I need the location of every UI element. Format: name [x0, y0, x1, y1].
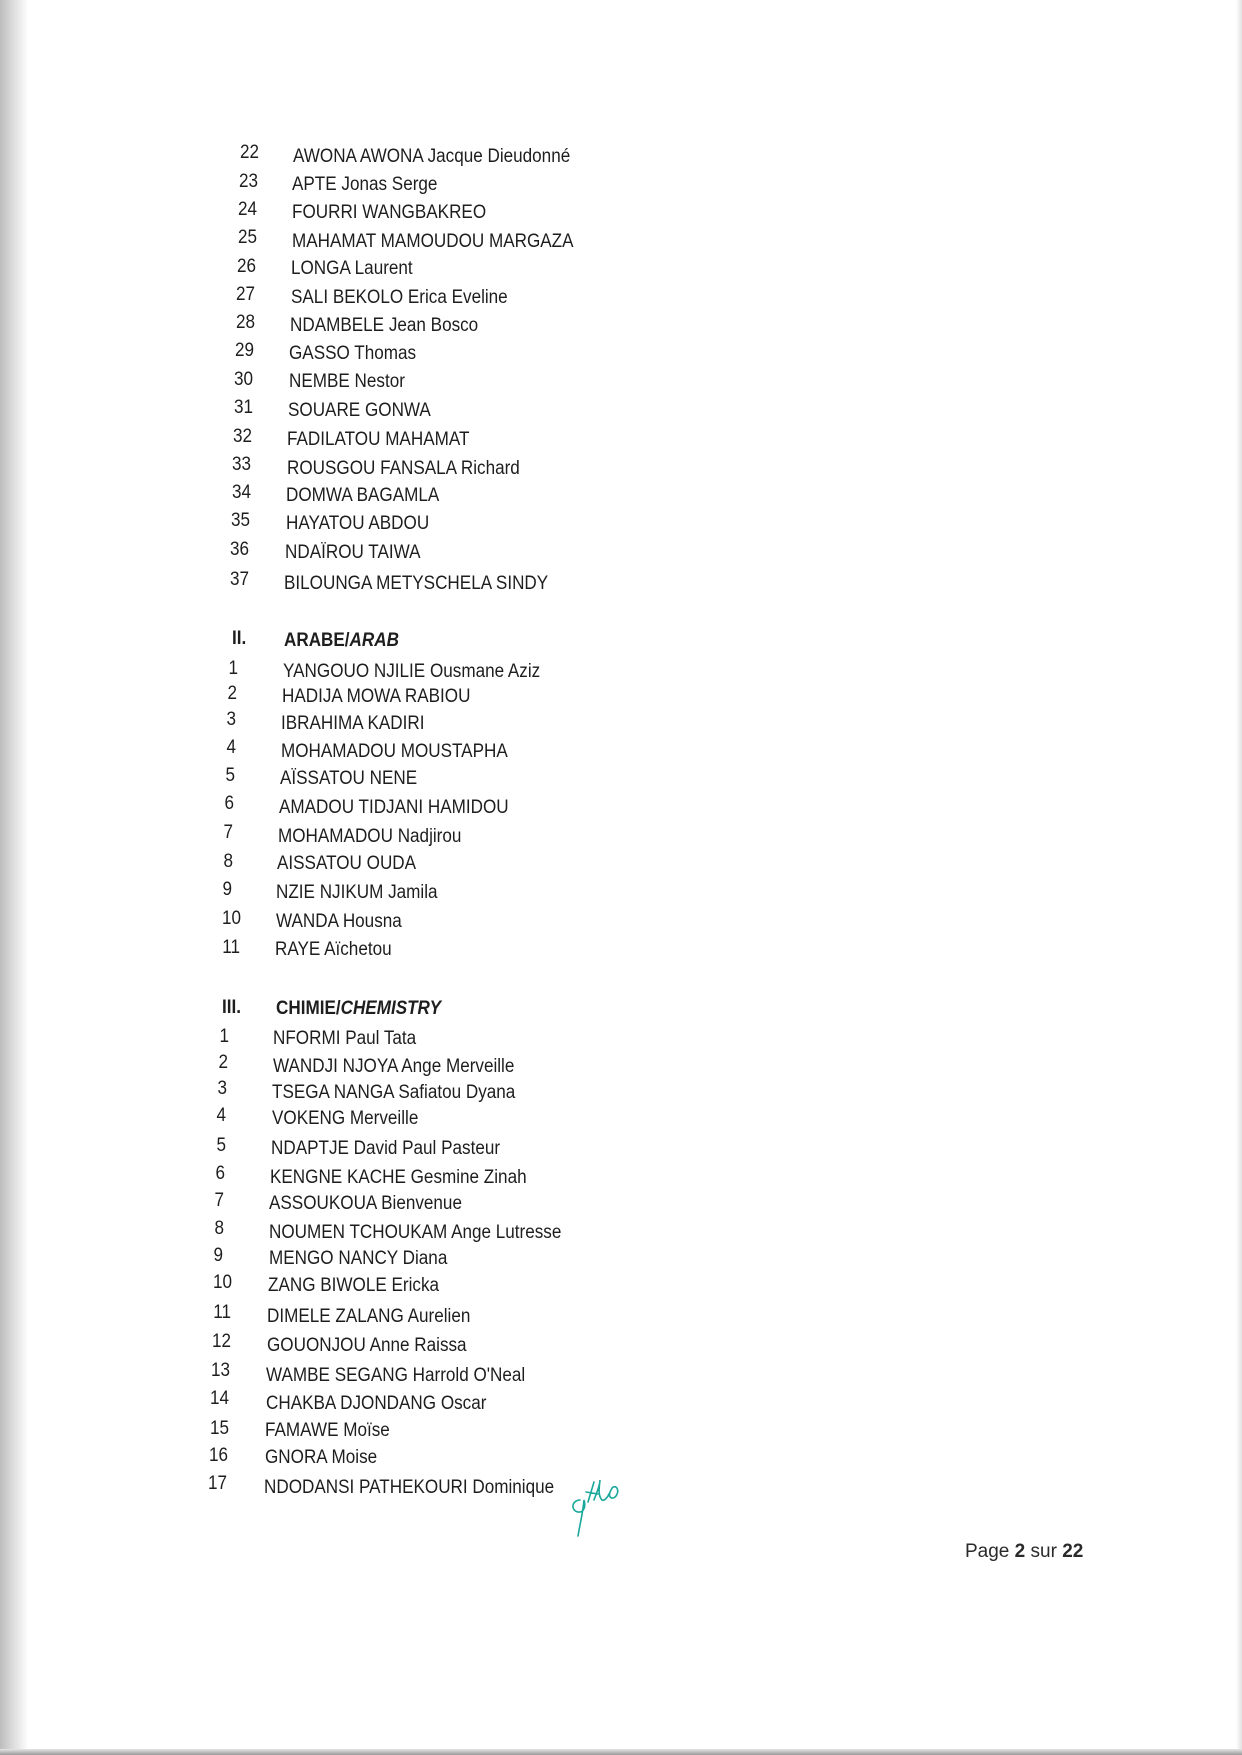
student-name: ZANG BIWOLE Ericka	[268, 1275, 440, 1296]
row-number: 16	[208, 1445, 228, 1466]
section-numeral: III.	[222, 997, 242, 1018]
row-number: 29	[234, 340, 254, 361]
section-title-en: ARAB	[349, 630, 399, 651]
row-number: 5	[216, 1135, 226, 1156]
student-name: GNORA Moise	[265, 1447, 378, 1468]
page-total: 22	[1062, 1541, 1084, 1562]
student-name: WANDA Housna	[276, 911, 402, 932]
row-number: 32	[232, 426, 252, 447]
student-name: HADIJA MOWA RABIOU	[282, 686, 471, 707]
section-title-en: CHEMISTRY	[340, 998, 442, 1019]
student-name: DIMELE ZALANG Aurelien	[267, 1306, 471, 1327]
student-name: AMADOU TIDJANI HAMIDOU	[279, 797, 509, 818]
student-name: MOHAMADOU MOUSTAPHA	[281, 741, 508, 762]
student-name: FADILATOU MAHAMAT	[287, 429, 470, 450]
student-name: APTE Jonas Serge	[292, 174, 438, 195]
row-number: 37	[229, 569, 249, 590]
student-name: WAMBE SEGANG Harrold O'Neal	[266, 1365, 526, 1386]
student-name: TSEGA NANGA Safiatou Dyana	[272, 1082, 516, 1103]
row-number: 24	[237, 199, 257, 220]
student-name: ROUSGOU FANSALA Richard	[287, 458, 520, 479]
student-name: NDAMBELE Jean Bosco	[290, 315, 479, 336]
student-name: BILOUNGA METYSCHELA SINDY	[284, 573, 549, 594]
row-number: 25	[237, 227, 257, 248]
row-number: 3	[217, 1078, 227, 1099]
section-title	[284, 630, 399, 652]
row-number: 13	[210, 1360, 230, 1381]
scan-shadow-bottom	[0, 1749, 1242, 1755]
row-number: 1	[228, 658, 238, 679]
student-name: VOKENG Merveille	[272, 1108, 419, 1129]
row-number: 3	[226, 709, 236, 730]
student-name: SALI BEKOLO Erica Eveline	[291, 287, 508, 308]
row-number: 30	[233, 369, 253, 390]
row-number: 34	[231, 482, 251, 503]
student-name: NEMBE Nestor	[289, 371, 405, 392]
row-number: 35	[230, 510, 250, 531]
row-number: 10	[212, 1272, 232, 1293]
row-number: 6	[215, 1163, 225, 1184]
student-name: NDAPTJE David Paul Pasteur	[271, 1138, 501, 1159]
row-number: 9	[222, 879, 232, 900]
row-number: 11	[213, 1302, 231, 1323]
page-separator: sur	[1025, 1541, 1063, 1562]
row-number: 4	[226, 737, 236, 758]
row-number: 7	[223, 822, 233, 843]
row-number: 23	[238, 171, 258, 192]
row-number: 7	[214, 1190, 224, 1211]
student-name: GOUONJOU Anne Raissa	[267, 1335, 467, 1356]
row-number: 33	[231, 454, 251, 475]
row-number: 26	[236, 256, 256, 277]
student-name: LONGA Laurent	[291, 258, 413, 279]
page-number-footer	[965, 1541, 1083, 1563]
student-name: CHAKBA DJONDANG Oscar	[266, 1393, 487, 1414]
page-current: 2	[1014, 1541, 1026, 1562]
row-number: 17	[207, 1473, 227, 1494]
student-name: MAHAMAT MAMOUDOU MARGAZA	[292, 231, 574, 252]
row-number: 31	[233, 397, 253, 418]
row-number: 2	[227, 683, 237, 704]
row-number: 6	[224, 793, 234, 814]
student-name: NFORMI Paul Tata	[273, 1028, 417, 1049]
student-name: HAYATOU ABDOU	[286, 513, 430, 534]
student-name: ASSOUKOUA Bienvenue	[269, 1193, 462, 1214]
student-name: WANDJI NJOYA Ange Merveille	[273, 1056, 515, 1077]
row-number: 22	[239, 142, 259, 163]
row-number: 8	[223, 851, 233, 872]
student-name: DOMWA BAGAMLA	[286, 485, 440, 506]
student-name: RAYE Aïchetou	[275, 939, 392, 960]
section-title	[276, 998, 441, 1020]
row-number: 10	[221, 908, 241, 929]
student-name: AISSATOU OUDA	[277, 853, 417, 874]
student-name: AÏSSATOU NENE	[280, 768, 418, 789]
student-name: KENGNE KACHE Gesmine Zinah	[270, 1167, 527, 1188]
row-number: 9	[213, 1245, 223, 1266]
student-name: SOUARE GONWA	[288, 400, 431, 421]
student-name: YANGOUO NJILIE Ousmane Aziz	[283, 661, 541, 682]
row-number: 36	[229, 539, 249, 560]
row-number: 11	[222, 937, 240, 958]
row-number: 1	[219, 1026, 229, 1047]
scan-shadow-right	[1236, 0, 1242, 1755]
section-title-fr: ARABE/	[284, 630, 350, 651]
handwritten-initials	[566, 1472, 626, 1538]
page-prefix: Page	[965, 1541, 1015, 1562]
student-name: AWONA AWONA Jacque Dieudonné	[293, 146, 571, 167]
student-name: NDAÏROU TAIWA	[285, 542, 421, 563]
row-number: 27	[235, 284, 255, 305]
row-number: 8	[214, 1218, 224, 1239]
section-title-fr: CHIMIE/	[276, 998, 341, 1019]
row-number: 28	[235, 312, 255, 333]
row-number: 5	[225, 765, 235, 786]
student-name: NZIE NJIKUM Jamila	[276, 882, 438, 903]
row-number: 4	[216, 1105, 226, 1126]
row-number: 14	[209, 1388, 229, 1409]
student-name: IBRAHIMA KADIRI	[281, 713, 425, 734]
student-name: GASSO Thomas	[289, 343, 417, 364]
student-name: NOUMEN TCHOUKAM Ange Lutresse	[269, 1222, 562, 1243]
scan-shadow-left	[0, 0, 28, 1755]
student-name: MOHAMADOU Nadjirou	[278, 826, 462, 847]
student-name: FAMAWE Moïse	[265, 1420, 390, 1441]
student-name: NDODANSI PATHEKOURI Dominique	[264, 1477, 555, 1498]
section-numeral: II.	[232, 628, 247, 649]
student-name: MENGO NANCY Diana	[269, 1248, 448, 1269]
row-number: 2	[218, 1052, 228, 1073]
student-name: FOURRI WANGBAKREO	[292, 202, 487, 223]
row-number: 15	[209, 1418, 229, 1439]
row-number: 12	[211, 1331, 231, 1352]
